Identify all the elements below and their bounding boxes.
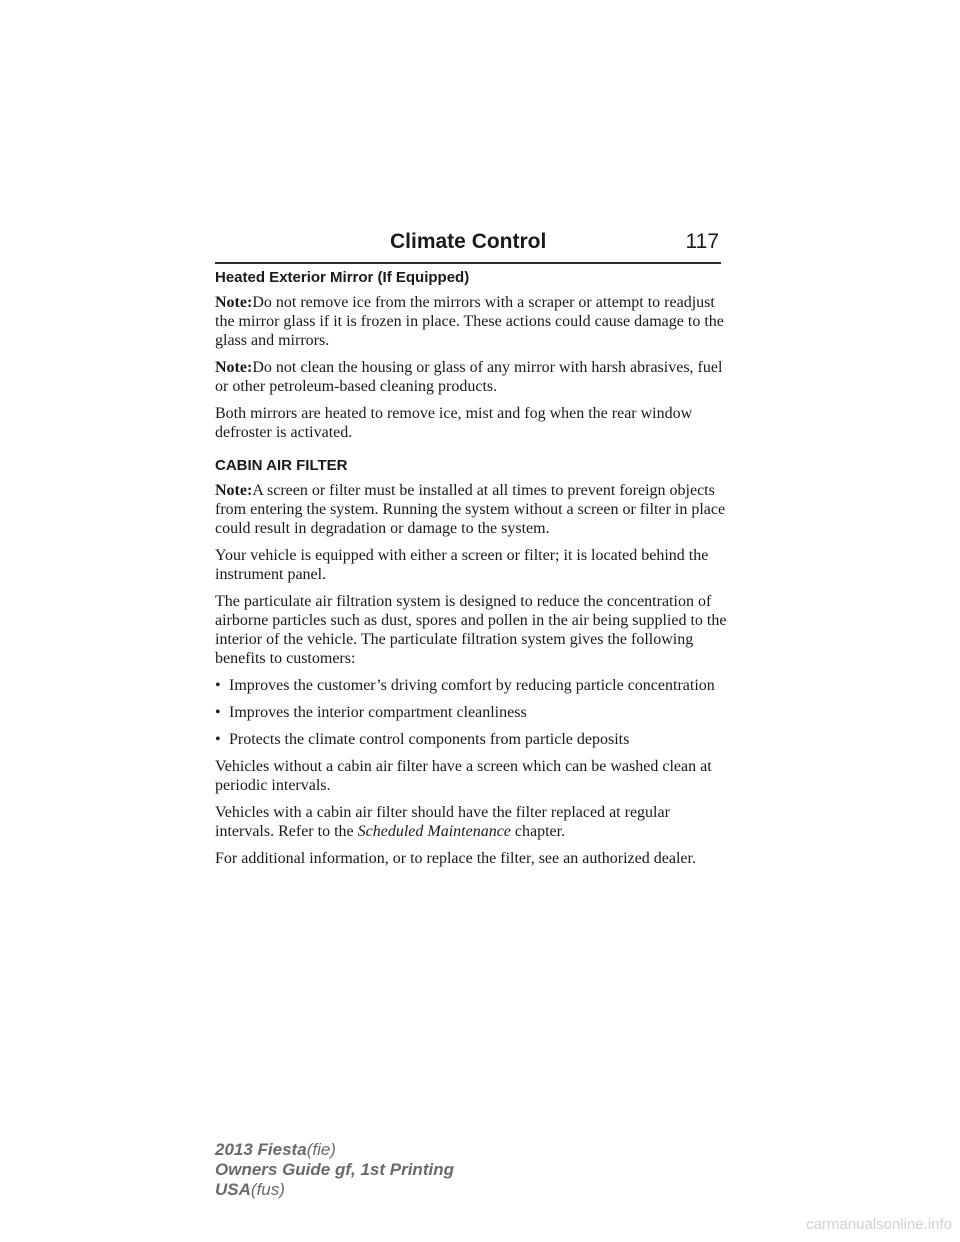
chapter-reference: Scheduled Maintenance bbox=[357, 823, 511, 840]
footer-code: (fus) bbox=[250, 1180, 285, 1199]
footer-code: (fie) bbox=[306, 1140, 336, 1159]
paragraph-heated-mirrors: Both mirrors are heated to remove ice, mist and fog when the rear window defroster is activated. bbox=[215, 405, 693, 441]
paragraph-filter-replace bbox=[215, 803, 727, 841]
note-filter-installed bbox=[215, 481, 727, 538]
page-content bbox=[215, 268, 727, 876]
paragraph-screen-wash: Vehicles without a cabin air filter have a screen which can be washed clean at periodic intervals. bbox=[215, 758, 712, 794]
footer-line bbox=[215, 1160, 454, 1180]
note-mirror-cleaning bbox=[215, 358, 727, 396]
page-header bbox=[215, 226, 721, 264]
footer-model: 2013 Fiesta bbox=[215, 1140, 307, 1159]
print-footer bbox=[215, 1140, 454, 1200]
list-item-text: Improves the interior compartment cleanliness bbox=[229, 704, 527, 721]
footer-line bbox=[215, 1140, 454, 1160]
site-watermark: carmanualsonline.info bbox=[806, 1216, 952, 1233]
list-item bbox=[215, 703, 727, 722]
text-span: chapter. bbox=[514, 823, 566, 840]
note-text: A screen or filter must be installed at all times to prevent foreign objects from entering the system. Running the system without a screen or filter in place could result in degradation or damage to the system. bbox=[215, 482, 726, 537]
list-item-text: Protects the climate control components from particle deposits bbox=[229, 731, 630, 748]
section-heading-heated-mirror: Heated Exterior Mirror (If Equipped) bbox=[215, 269, 470, 286]
paragraph-dealer: For additional information, or to replace the filter, see an authorized dealer. bbox=[215, 850, 696, 867]
footer-line bbox=[215, 1180, 454, 1200]
note-label: Note: bbox=[215, 359, 253, 376]
text-span: Vehicles with a cabin air filter should have the filter replaced at regular intervals. Refer to the bbox=[215, 804, 670, 840]
note-text: Do not remove ice from the mirrors with a scraper or attempt to readjust the mirror glass if it is frozen in place. These actions could cause damage to the glass and mirrors. bbox=[215, 294, 724, 349]
footer-edition: Owners Guide gf, 1st Printing bbox=[215, 1160, 454, 1179]
page-number: 117 bbox=[685, 230, 719, 253]
paragraph-filter-location: Your vehicle is equipped with either a screen or filter; it is located behind the instrument panel. bbox=[215, 547, 709, 583]
bullet-icon: • bbox=[215, 704, 221, 721]
bullet-icon: • bbox=[215, 731, 221, 748]
list-item-text: Improves the customer’s driving comfort by reducing particle concentration bbox=[229, 677, 715, 694]
note-mirror-ice bbox=[215, 293, 727, 350]
note-text: Do not clean the housing or glass of any mirror with harsh abrasives, fuel or other petroleum-based cleaning products. bbox=[215, 359, 723, 395]
benefits-list bbox=[215, 676, 727, 749]
note-label: Note: bbox=[215, 294, 253, 311]
section-heading-cabin-air-filter: CABIN AIR FILTER bbox=[215, 457, 348, 474]
paragraph-filtration-system: The particulate air filtration system is designed to reduce the concentration of airborne particles such as dust, spores and pollen in the air being supplied to the interior of the vehicle. The particulate filtration system gives the following benefits to customers: bbox=[215, 593, 727, 667]
list-item bbox=[215, 676, 727, 695]
bullet-icon: • bbox=[215, 677, 221, 694]
list-item bbox=[215, 730, 727, 749]
footer-market: USA bbox=[215, 1180, 251, 1199]
note-label: Note: bbox=[215, 482, 253, 499]
chapter-title: Climate Control bbox=[390, 230, 547, 253]
